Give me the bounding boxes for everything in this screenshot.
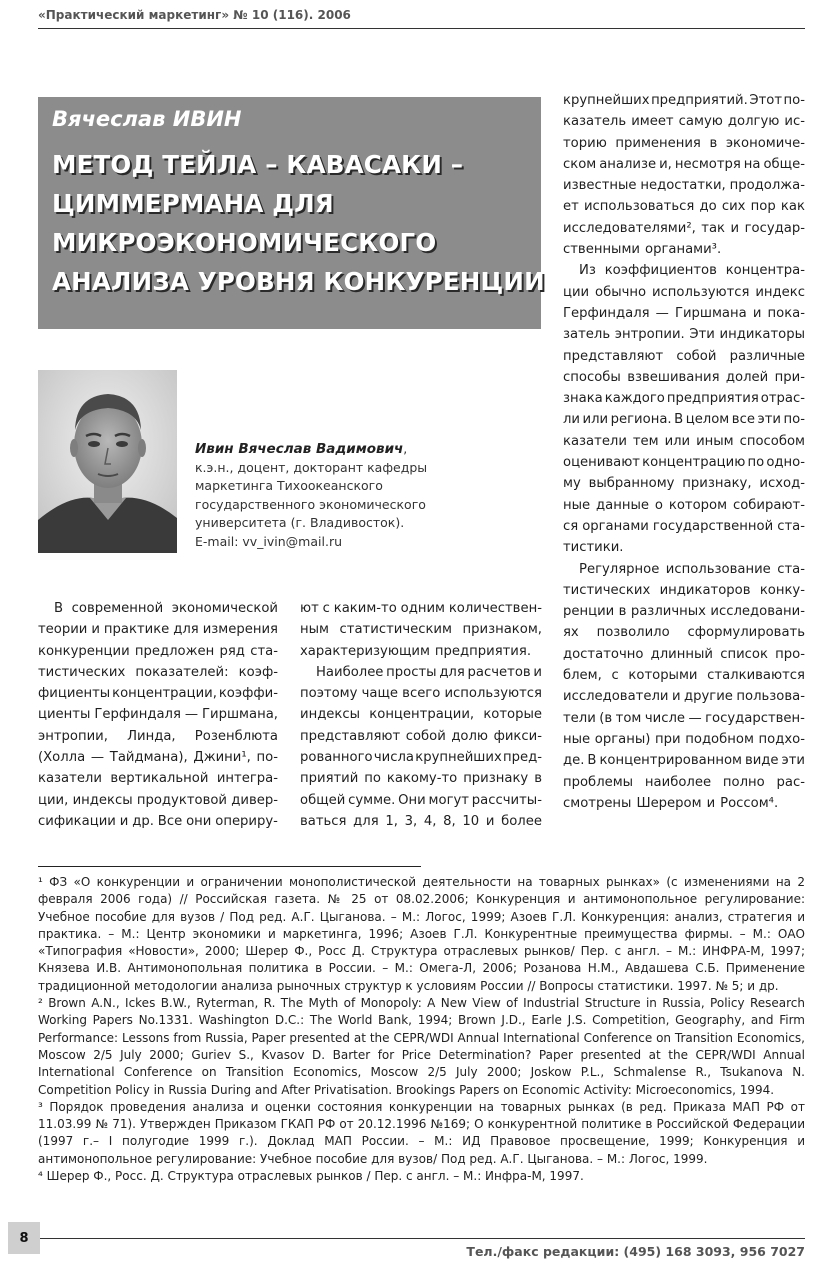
text-line: конкуренции предложен ряд ста- (38, 643, 278, 659)
text-line: исследователями², так и государ- (563, 220, 805, 236)
author-email: E-mail: vv_ivin@mail.ru (195, 533, 343, 549)
title-line: МИКРОЭКОНОМИЧЕСКОГО (52, 228, 437, 257)
text-line: му выбранному признаку, исход- (563, 476, 805, 492)
text-line: торию применения в экономиче- (563, 135, 805, 151)
text-line: казатели тем или иным способом (563, 433, 805, 449)
text-line: поэтому чаще всего используются (300, 686, 542, 702)
text-line: характеризующим предприятия. (300, 643, 532, 659)
bio-line: государственного экономического (195, 496, 426, 512)
text-line: тистики. (563, 540, 624, 556)
text-line: общей сумме. Они могут рассчиты- (300, 792, 542, 808)
text-line: ные данные о котором собирают- (563, 497, 805, 513)
text-line: тели (в том числе — государствен- (563, 710, 805, 726)
text-line: ся органами государственной ста- (563, 518, 805, 534)
running-head: «Практический маркетинг» № 10 (116). 2006 (38, 8, 805, 29)
text-line: Из коэффициентов концентра- (579, 263, 805, 279)
title-line: АНАЛИЗА УРОВНЯ КОНКУРЕНЦИИ (52, 267, 545, 296)
text-line: проблемы наиболее полно рас- (563, 774, 805, 790)
text-line: Регулярное использование ста- (579, 561, 805, 577)
text-line: ции, индексы продуктовой дивер- (38, 792, 278, 808)
footer-divider (40, 1238, 805, 1239)
text-line: ренции в различных исследовани- (563, 604, 805, 620)
text-line: циенты Герфиндаля — Гиршмана, (38, 707, 278, 723)
bio-line: к.э.н., доцент, докторант кафедры (195, 459, 428, 475)
author-photo (38, 370, 177, 553)
text-line: (Холла — Тайдмана), Джини¹, по- (38, 750, 278, 766)
text-line: приятий по какому-то признаку в (300, 771, 542, 787)
text-line: фициенты концентрации, коэффи- (38, 686, 278, 702)
bio-line: маркетинга Тихоокеанского (195, 478, 383, 493)
text-line: теории и практике для измерения (38, 622, 278, 638)
text-line: смотрены Шерером и Россом⁴. (563, 795, 779, 811)
text-line: ет использоваться до сих пор как (563, 199, 805, 215)
text-line: казатели вертикальной интегра- (38, 771, 278, 787)
text-line: достаточно длинный список про- (563, 646, 805, 662)
author-bio: Ивин Вячеслав Вадимович, к.э.н., доцент, докторант кафедры маркетинга Тихоокеанского государственного экономического университета (г. Владивосток). E-mail: vv_ivin@mail.ru (195, 440, 465, 551)
text-line: исследователи и другие пользова- (563, 689, 805, 705)
text-line: ственными органами³. (563, 242, 722, 258)
footnote-1: ¹ ФЗ «О конкуренции и ограничении монополистической деятельности на товарных рынках» (с изменениями на 2 февраля 2006 года) // Российская газета. № 25 от 08.02.2006; Конкуренция и антимонопольное регулирование: Учебное пособие для вузов / Под ред. А.Г. Цыганова. – М.: Логос, 1999; Азоев Г.Л. Конкуренция: анализ, стратегия и практика. – М.: Центр экономики и маркетинга, 1996; Азоев Г.Л. Конкурентные преимущества фирмы. – М.: ОАО «Типография «Новости», 2000; Шерер Ф., Росс Д. Структура отраслевых рынков/ Пер. с англ. – М.: ИНФРА-М, 1997; Князева И.В. Антимонопольная политика в России. – М.: Омега-Л, 2006; Розанова Н.М., Авдашева С.Б. Применение традиционной методологии анализа рыночных структур к условиям России // Вопросы статистики. 1997. № 5; и др. (38, 875, 805, 993)
page-number: 8 (8, 1222, 40, 1254)
editorial-contact: Тел./факс редакции: (495) 168 3093, 956 7027 (466, 1244, 805, 1259)
text-line: тистических индикаторов конку- (563, 582, 805, 598)
footnotes (38, 874, 805, 1185)
text-line: рованного числа крупнейших пред- (300, 750, 542, 766)
text-line: ции обычно используются индекс (563, 284, 805, 300)
footnote-3: ³ Порядок проведения анализа и оценки состояния конкуренции на товарных рынках (в ред. Приказа МАП РФ от 11.03.99 № 71). Утвержден Приказом ГКАП РФ от 20.12.1996 №169; О конкурентной политике в Российской Федерации (1997 г.– I полугодие 1999 г.). Доклад МАП России. – М.: ИД Правовое просвещение, 1999; Конкуренция и антимонопольное регулирование: Учебное пособие для вузов/ Под ред. А.Г. Цыганова. – М.: Логос, 1999. (38, 1099, 805, 1166)
article-title (52, 145, 545, 301)
text-line: блем, с которыми сталкиваются (563, 668, 805, 684)
text-line: способы взвешивания долей при- (563, 369, 805, 385)
text-line: знака каждого предприятия отрас- (563, 391, 805, 407)
author-name: Ивин Вячеслав Вадимович (195, 441, 404, 457)
title-banner (38, 97, 545, 329)
footnote-4: ⁴ Шерер Ф., Росс. Д. Структура отраслевых рынков / Пер. с англ. – М.: Инфра-М, 1997. (38, 1169, 584, 1184)
footnote-2: ² Brown A.N., Ickes B.W., Ryterman, R. The Myth of Monopoly: A New View of Industrial Structure in Russia, Policy Research Working Papers No.1331. Washington D.C.: The World Bank, 1994; Brown J.D., Earle J.S. Competition, Geography, and Firm Performance: Lessons from Russia, Paper presented at the CEPR/WDI Annual International Conference on Transition Economics, Moscow 2/5 July 2000; Guriev S., Kvasov D. Barter for Price Determination? Paper presented at the CEPR/WDI Annual International Conference on Transition Economics, Moscow 2/5 July 2000; Joskow P.L., Schmalense R., Tsukanova N. Competition Policy in Russia During and After Privatisation. Brookings Papers on Economic Activity: Microeconomics, 1994. (38, 996, 805, 1097)
text-line: сификации и др. Все они опериру- (38, 813, 278, 829)
text-line: ваться для 1, 3, 4, 8, 10 и более (300, 813, 542, 829)
text-line: ные органы) при подобном подхо- (563, 731, 805, 747)
text-line: Герфиндаля — Гиршмана и пока- (563, 305, 805, 321)
text-line: ли или региона. В целом все эти по- (563, 412, 805, 428)
text-column-2 (300, 598, 542, 832)
text-line: Наиболее просты для расчетов и (316, 664, 542, 680)
footnote-divider (38, 866, 421, 867)
title-line: МЕТОД ТЕЙЛА – КАВАСАКИ – (52, 150, 464, 179)
bio-line: университета (г. Владивосток). (195, 515, 405, 530)
text-line: ют с каким-то одним количествен- (300, 601, 542, 616)
text-line: представляют собой долю фикси- (300, 728, 542, 744)
text-line: тистических показателей: коэф- (38, 664, 278, 680)
text-line: известные недостатки, продолжа- (563, 178, 805, 194)
text-line: энтропии, Линда, Розенблюта (38, 728, 278, 744)
text-line: крупнейших предприятий. Этот по- (563, 93, 805, 108)
text-line: индексы концентрации, которые (300, 707, 542, 723)
text-line: де. В концентрированном виде эти (563, 753, 805, 769)
text-line: оценивают концентрацию по одно- (563, 455, 805, 471)
author-portrait-image (38, 370, 177, 553)
text-line: ным статистическим признаком, (300, 622, 542, 638)
text-line: затель энтропии. Эти индикаторы (563, 327, 805, 343)
text-column-1 (38, 598, 278, 832)
author-heading: Вячеслав ИВИН (52, 107, 242, 131)
text-line: ях позволило сформулировать (563, 625, 805, 641)
title-line: ЦИММЕРМАНА ДЛЯ (52, 189, 334, 218)
text-line: ском анализе и, несмотря на обще- (563, 156, 805, 172)
text-line: казатель имеет самую долгую ис- (563, 114, 805, 130)
text-column-3 (563, 90, 805, 814)
text-line: В современной экономической (54, 601, 278, 616)
text-line: представляют собой различные (563, 348, 805, 364)
